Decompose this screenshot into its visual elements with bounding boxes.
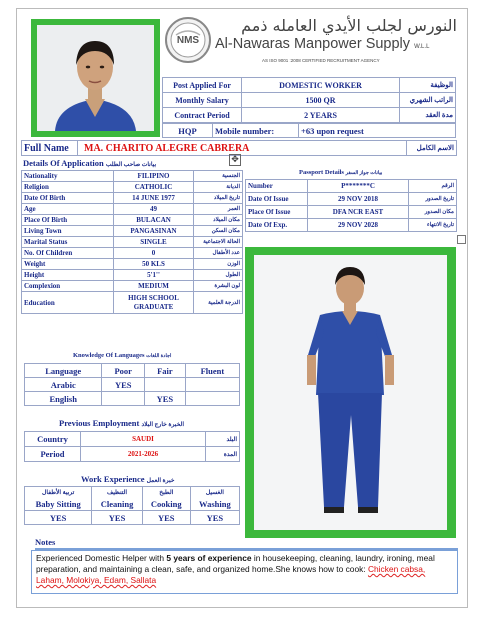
lang-name: Arabic (25, 378, 102, 392)
full-name-value: MA. CHARITO ALEGRE CABRERA (78, 141, 407, 156)
detail-label: Age (22, 204, 114, 215)
table-row (22, 248, 243, 259)
passport-arabic: تاريخ الانتهاء (409, 219, 457, 232)
full-name-label: Full Name (22, 141, 78, 156)
work-title (81, 474, 175, 484)
table-row (25, 392, 240, 406)
table-row (22, 237, 243, 248)
hqp-table (162, 123, 456, 138)
employment-title-en: Previous Employment (59, 418, 140, 428)
passport-table (245, 179, 457, 232)
full-body-frame (245, 247, 456, 538)
notes-text-bold: 5 years of experience (166, 553, 252, 563)
table-row (22, 259, 243, 270)
salary-value: 1500 QR (242, 93, 400, 108)
table-row (22, 171, 243, 182)
detail-arabic: الديانة (194, 182, 243, 193)
detail-arabic: الجنسية (194, 171, 243, 182)
company-suffix: W.L.L (414, 44, 430, 50)
passport-arabic: الرقم (409, 180, 457, 193)
lang-name: English (25, 392, 102, 406)
work-value-washing: YES (190, 511, 239, 525)
table-row (22, 270, 243, 281)
company-logo (165, 17, 211, 63)
passport-value: 29 NOV 2018 (308, 193, 409, 206)
table-row (25, 487, 240, 498)
table-row (22, 182, 243, 193)
table-row (246, 219, 457, 232)
period-value: 2021-2026 (81, 447, 206, 462)
notes-dishes: Chicken cabsa, Laham, Molokiya, Edam, Sallata (36, 564, 426, 585)
detail-value: PANGASINAN (114, 226, 194, 237)
lang-header-language: Language (25, 364, 102, 378)
education-label: Education (22, 292, 114, 314)
table-row (22, 281, 243, 292)
detail-label: Date Of Birth (22, 193, 114, 204)
table-row (22, 204, 243, 215)
education-arabic: الدرجة العلمية (194, 292, 243, 314)
employment-title-ar: الخبرة خارج البلاد (141, 422, 184, 428)
resize-handle[interactable] (457, 235, 466, 244)
detail-value: FILIPINO (114, 171, 194, 182)
notes-text-a: Experienced Domestic Helper with (36, 553, 167, 563)
company-name-english (215, 36, 465, 52)
table-row (22, 226, 243, 237)
detail-value: BULACAN (114, 215, 194, 226)
work-header-washing: Washing (190, 498, 239, 511)
languages-title-ar: اجادة اللغات (146, 354, 172, 359)
table-row (246, 180, 457, 193)
work-value-baby: YES (25, 511, 92, 525)
details-title (23, 158, 156, 168)
company-name-arabic: النورس لجلب الأيدي العامله ذمم (241, 16, 457, 35)
mobile-label: Mobile number: (213, 124, 299, 138)
work-title-ar: خبرة العمل (146, 478, 175, 484)
move-handle-icon[interactable]: ✥ (229, 154, 241, 166)
table-row (163, 124, 456, 138)
lang-fluent (185, 378, 239, 392)
detail-arabic: الطول (194, 270, 243, 281)
country-arabic: البلد (206, 432, 240, 447)
details-table (21, 170, 243, 314)
lang-fair: YES (144, 392, 185, 406)
post-table (162, 77, 456, 123)
notes-text[interactable] (31, 550, 458, 594)
headshot-photo (37, 25, 154, 131)
contract-value: 2 YEARS (242, 108, 400, 123)
lang-fluent (185, 392, 239, 406)
passport-title-en: Passport Details (299, 169, 344, 176)
passport-label: Place Of Issue (246, 206, 308, 219)
passport-value: 29 NOV 2028 (308, 219, 409, 232)
notes-text-c: in housekeeping, cleaning, laundry, ironing, meal preparation, and maintaining a clean, safe, and organized home.She knows how to cook: (36, 553, 435, 574)
period-label: Period (25, 447, 81, 462)
lang-poor (102, 392, 145, 406)
education-value: HIGH SCHOOL GRADUATE (114, 292, 194, 314)
detail-label: Height (22, 270, 114, 281)
post-label: Post Applied For (163, 78, 242, 93)
work-value-cooking: YES (142, 511, 190, 525)
table-row (163, 78, 456, 93)
detail-arabic: مكان السكن (194, 226, 243, 237)
salary-arabic: الراتب الشهري (400, 93, 456, 108)
passport-title (299, 169, 382, 176)
detail-label: Nationality (22, 171, 114, 182)
passport-value: DFA NCR EAST (308, 206, 409, 219)
detail-value: 49 (114, 204, 194, 215)
table-row (163, 108, 456, 123)
passport-title-ar: بيانات جواز السفر (345, 171, 383, 176)
passport-value: P*******C (308, 180, 409, 193)
detail-arabic: الوزن (194, 259, 243, 270)
company-name-text: Al-Nawaras Manpower Supply (215, 36, 411, 52)
detail-value: 5'1'' (114, 270, 194, 281)
languages-title-en: Knowledge Of Languages (73, 352, 145, 359)
work-header-cooking: Cooking (142, 498, 190, 511)
full-name-arabic: الاسم الكامل (407, 141, 457, 156)
languages-table (24, 363, 240, 406)
detail-label: Living Town (22, 226, 114, 237)
detail-value: MEDIUM (114, 281, 194, 292)
passport-label: Number (246, 180, 308, 193)
lang-fair (144, 378, 185, 392)
notes-label: Notes (35, 537, 56, 547)
detail-arabic: مكان الميلاد (194, 215, 243, 226)
detail-label: Complexion (22, 281, 114, 292)
languages-title (73, 352, 171, 359)
full-body-photo (254, 255, 447, 530)
work-table (24, 486, 240, 525)
detail-arabic: عدد الأطفال (194, 248, 243, 259)
table-row (25, 498, 240, 511)
table-row (25, 511, 240, 525)
detail-label: No. Of Children (22, 248, 114, 259)
lang-header-fluent: Fluent (185, 364, 239, 378)
mobile-value: +63 upon request (299, 124, 456, 138)
table-row (25, 364, 240, 378)
table-row (25, 378, 240, 392)
detail-value: 14 JUNE 1977 (114, 193, 194, 204)
post-value: DOMESTIC WORKER (242, 78, 400, 93)
headshot-illustration (37, 25, 154, 131)
logo-monogram: NMS (176, 35, 200, 46)
work-title-en: Work Experience (81, 474, 145, 484)
table-row (22, 215, 243, 226)
detail-value: SINGLE (114, 237, 194, 248)
passport-arabic: مكان الصدور (409, 206, 457, 219)
table-row (246, 193, 457, 206)
table-row (22, 292, 243, 314)
employment-table (24, 431, 240, 462)
lang-poor: YES (102, 378, 145, 392)
work-value-cleaning: YES (92, 511, 142, 525)
work-ar-washing: الغسيل (190, 487, 239, 498)
table-row (246, 206, 457, 219)
detail-arabic: العمر (194, 204, 243, 215)
cv-page (16, 8, 468, 608)
detail-label: Place Of Birth (22, 215, 114, 226)
full-body-illustration (254, 255, 447, 530)
detail-label: Weight (22, 259, 114, 270)
passport-label: Date Of Issue (246, 193, 308, 206)
post-arabic: الوظيفة (400, 78, 456, 93)
table-row (25, 432, 240, 447)
table-row (163, 93, 456, 108)
table-row (25, 447, 240, 462)
details-title-en: Details Of Application (23, 158, 104, 168)
table-row (22, 193, 243, 204)
country-label: Country (25, 432, 81, 447)
detail-arabic: الحالة الاجتماعية (194, 237, 243, 248)
detail-value: 0 (114, 248, 194, 259)
detail-label: Marital Status (22, 237, 114, 248)
contract-label: Contract Period (163, 108, 242, 123)
work-ar-cleaning: التنظيف (92, 487, 142, 498)
detail-value: CATHOLIC (114, 182, 194, 193)
details-title-ar: بيانات صاحب الطلب (105, 162, 157, 168)
detail-label: Religion (22, 182, 114, 193)
headshot-frame (31, 19, 160, 137)
work-ar-cooking: الطبخ (142, 487, 190, 498)
passport-arabic: تاريخ الصدور (409, 193, 457, 206)
country-value: SAUDI (81, 432, 206, 447)
salary-label: Monthly Salary (163, 93, 242, 108)
detail-arabic: تاريخ الميلاد (194, 193, 243, 204)
lang-header-fair: Fair (144, 364, 185, 378)
passport-label: Date Of Exp. (246, 219, 308, 232)
employment-title (59, 418, 184, 428)
work-header-baby: Baby Sitting (25, 498, 92, 511)
detail-value: 50 KLS (114, 259, 194, 270)
lang-header-poor: Poor (102, 364, 145, 378)
detail-arabic: لون البشرة (194, 281, 243, 292)
hqp-label: HQP (163, 124, 213, 138)
work-header-cleaning: Cleaning (92, 498, 142, 511)
work-ar-baby: تربية الأطفال (25, 487, 92, 498)
period-arabic: المدة (206, 447, 240, 462)
iso-certification: AS ISO 9001 :2008 CERTIFIED RECRUITMENT AGENCY (262, 58, 380, 63)
contract-arabic: مدة العقد (400, 108, 456, 123)
